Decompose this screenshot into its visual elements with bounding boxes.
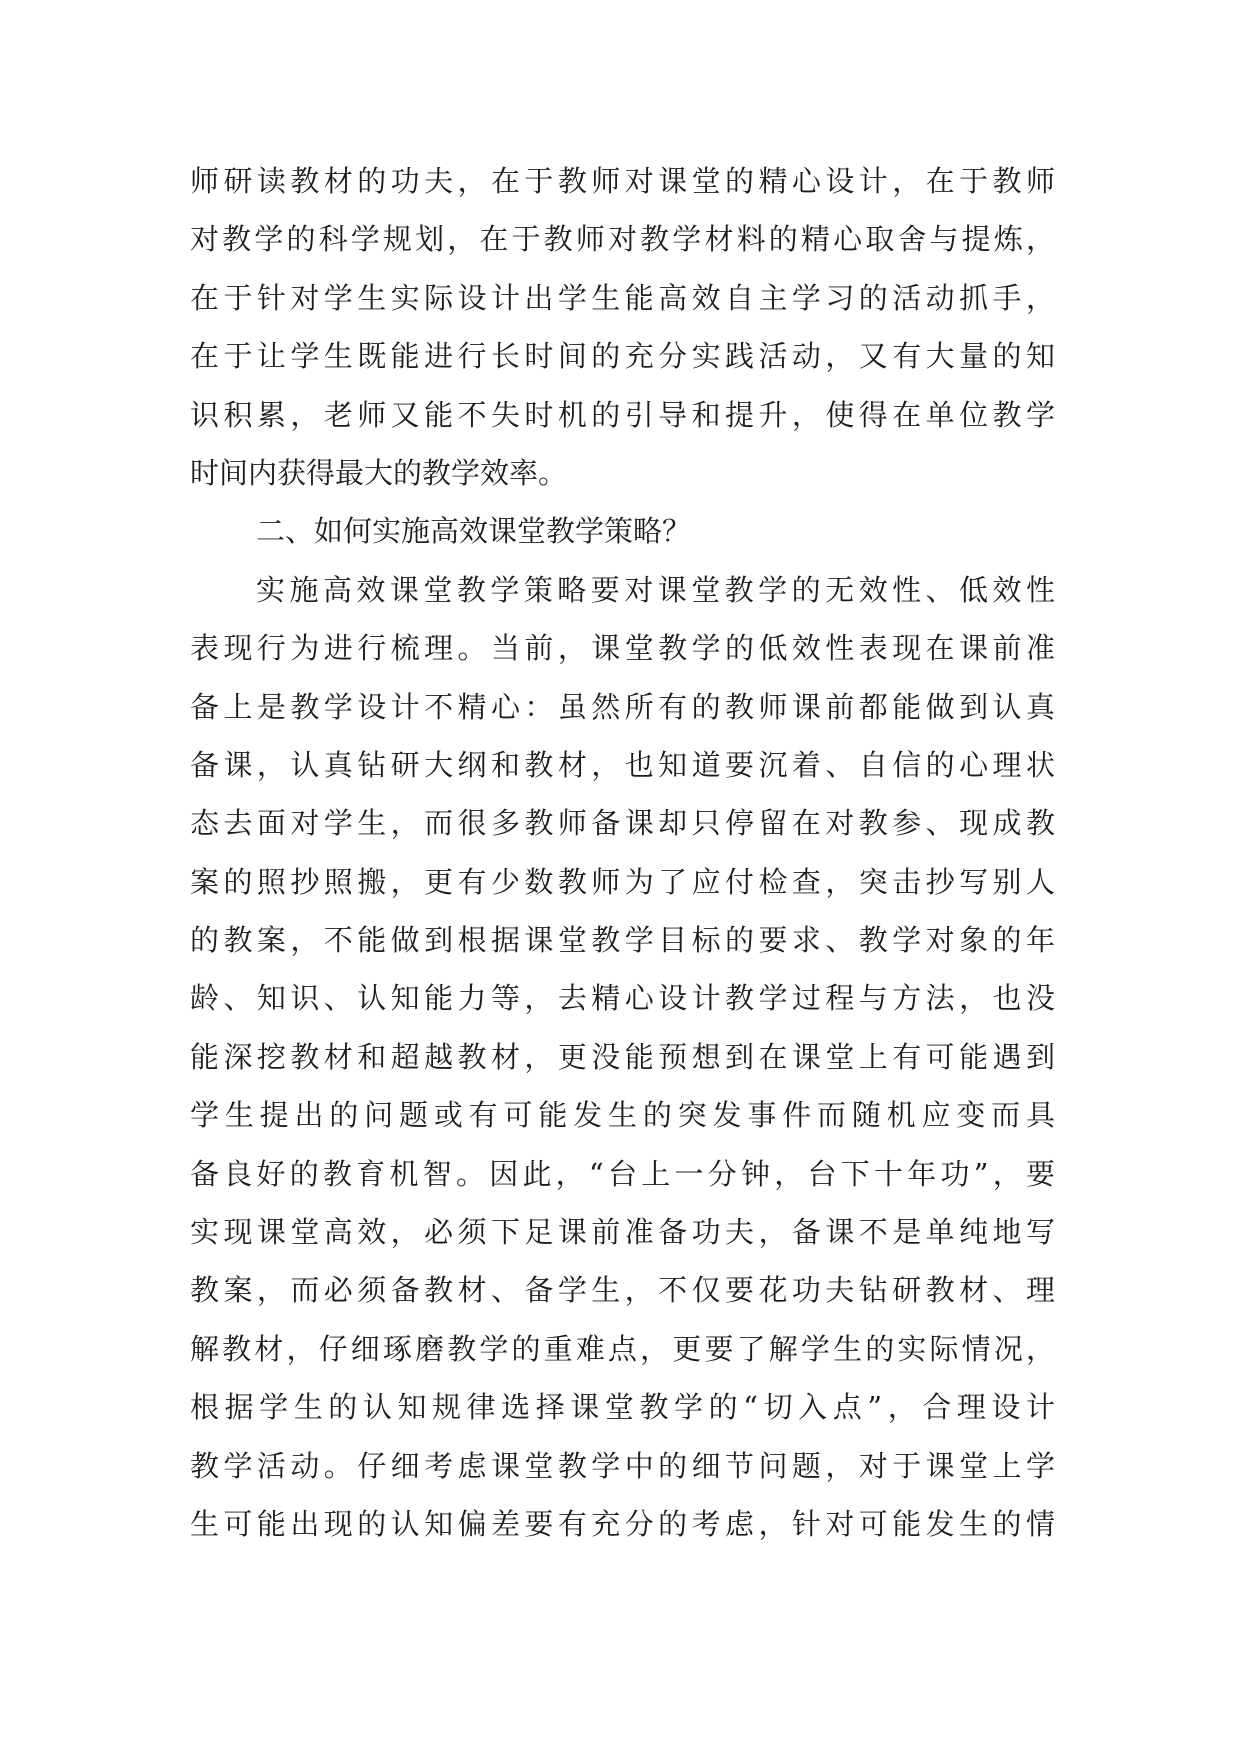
text-line: 教案，而必须备教材、备学生，不仅要花功夫钻研教材、理	[190, 1273, 1055, 1308]
text-line: 的教案，不能做到根据课堂教学目标的要求、教学对象的年	[190, 923, 1055, 958]
text-line: 对教学的科学规划，在于教师对教学材料的精心取舍与提炼，	[190, 222, 1055, 257]
text-line: 在于让学生既能进行长时间的充分实践活动，又有大量的知	[190, 339, 1055, 374]
text-line: 案的照抄照搬，更有少数教师为了应付检查，突击抄写别人	[190, 864, 1055, 899]
text-line: 实现课堂高效，必须下足课前准备功夫，备课不是单纯地写	[190, 1215, 1055, 1250]
text-line: 根据学生的认知规律选择课堂教学的“切入点”，合理设计	[190, 1390, 1055, 1425]
text-line: 师研读教材的功夫，在于教师对课堂的精心设计，在于教师	[190, 164, 1055, 198]
text-line: 在于针对学生实际设计出学生能高效自主学习的活动抓手，	[190, 280, 1055, 315]
text-line: 学生提出的问题或有可能发生的突发事件而随机应变而具	[190, 1098, 1055, 1133]
text-line: 实施高效课堂教学策略要对课堂教学的无效性、低效性	[256, 572, 1055, 607]
text-line: 时间内获得最大的教学效率。	[190, 455, 568, 490]
text-line: 生可能出现的认知偏差要有充分的考虑，针对可能发生的情	[190, 1506, 1055, 1541]
text-line: 教学活动。仔细考虑课堂教学中的细节问题，对于课堂上学	[190, 1448, 1055, 1483]
text-line: 能深挖教材和超越教材，更没能预想到在课堂上有可能遇到	[190, 1039, 1055, 1074]
section-heading: 二、如何实施高效课堂教学策略？	[256, 514, 692, 549]
text-line: 备课，认真钻研大纲和教材，也知道要沉着、自信的心理状	[190, 747, 1055, 782]
text-line: 态去面对学生，而很多教师备课却只停留在对教参、现成教	[190, 806, 1055, 841]
text-line: 解教材，仔细琢磨教学的重难点，更要了解学生的实际情况，	[190, 1331, 1055, 1366]
body-text	[190, 152, 1055, 1553]
text-line: 备上是教学设计不精心：虽然所有的教师课前都能做到认真	[190, 689, 1055, 724]
text-line: 识积累，老师又能不失时机的引导和提升，使得在单位教学	[190, 397, 1055, 432]
text-line: 备良好的教育机智。因此，“台上一分钟，台下十年功”，要	[190, 1156, 1055, 1191]
text-line: 龄、知识、认知能力等，去精心设计教学过程与方法，也没	[190, 981, 1055, 1016]
text-line: 表现行为进行梳理。当前，课堂教学的低效性表现在课前准	[190, 631, 1055, 666]
